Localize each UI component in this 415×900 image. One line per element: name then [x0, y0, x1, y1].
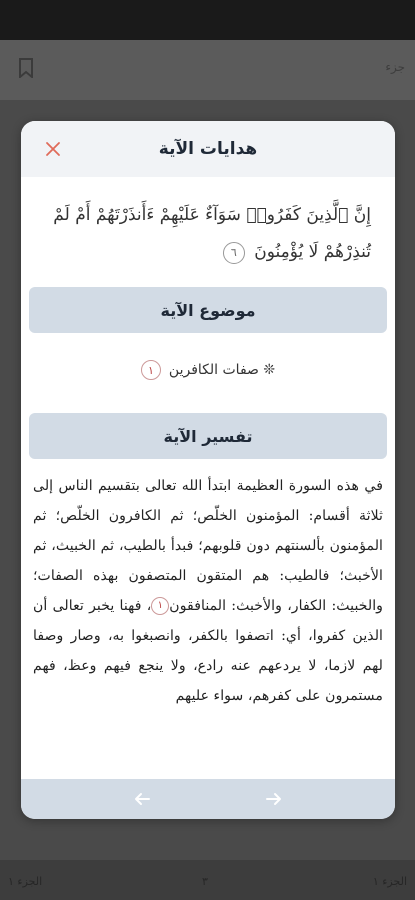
- juz-label: جزء: [385, 60, 405, 74]
- footer-juz-left: الجزء ١: [8, 875, 43, 888]
- dialog-header: [21, 121, 395, 177]
- tafsir-section-header: [29, 413, 387, 459]
- footnote-badge[interactable]: ١: [151, 597, 169, 615]
- close-icon[interactable]: [41, 137, 65, 161]
- reader-toolbar: [0, 40, 415, 100]
- footer-page-number: ٣: [202, 875, 208, 888]
- bookmark-icon: [18, 58, 34, 78]
- tafsir-heading: تفسير الآية: [163, 426, 253, 446]
- footnote-badge[interactable]: ١: [141, 360, 161, 380]
- footer-juz-right: الجزء ١: [372, 875, 407, 888]
- topic-text: ❊ صفات الكافرين: [168, 362, 276, 378]
- ayah-guidance-dialog: [21, 121, 395, 819]
- tafsir-text-part-2: ، فهنا يخبر تعالى أن الذين كفروا، أي: اتصفوا بالكفر، وانصبغوا به، وصار وصفا لهم لازما، لا يردعهم عنه رادع، ولا ينجع فيهم وعظ، فهم مستمرون على كفرهم، سواء عليهم: [33, 598, 383, 704]
- dialog-title: هدايات الآية: [158, 139, 258, 159]
- topic-heading: موضوع الآية: [160, 300, 256, 320]
- dialog-navigation: [21, 779, 395, 819]
- verse-text: إِنَّ ٱلَّذِينَ كَفَرُوا۟ سَوَآءٌ عَلَيْهِمْ ءَأَنذَرْتَهُمْ أَمْ لَمْ تُنذِرْهُمْ لَا يُؤْمِنُونَ: [53, 205, 371, 262]
- topic-item: [21, 333, 395, 407]
- next-arrow-icon[interactable]: [260, 785, 288, 813]
- previous-arrow-icon[interactable]: [128, 785, 156, 813]
- verse-block: [21, 177, 395, 281]
- topic-section-header: [29, 287, 387, 333]
- tafsir-text-part-1: في هذه السورة العظيمة ابتدأ الله تعالى بتقسيم الناس إلى ثلاثة أقسام: المؤمنون الخلّص؛ ثم الكافرون الخلّص؛ ثم المؤمنون بألسنتهم دون قلوبهم؛ فبدأ بالطيب، ثم الخبيث، ثم الأخبث؛ فالطيب: هم المتقون المتصفون بهذه الصفات؛ والخبيث: الكفار، والأخبث: المنافقون: [33, 478, 384, 614]
- status-bar: [0, 0, 415, 40]
- tafsir-body: [21, 459, 395, 711]
- dialog-content[interactable]: [21, 177, 395, 779]
- verse-number-badge: ٦: [223, 242, 245, 264]
